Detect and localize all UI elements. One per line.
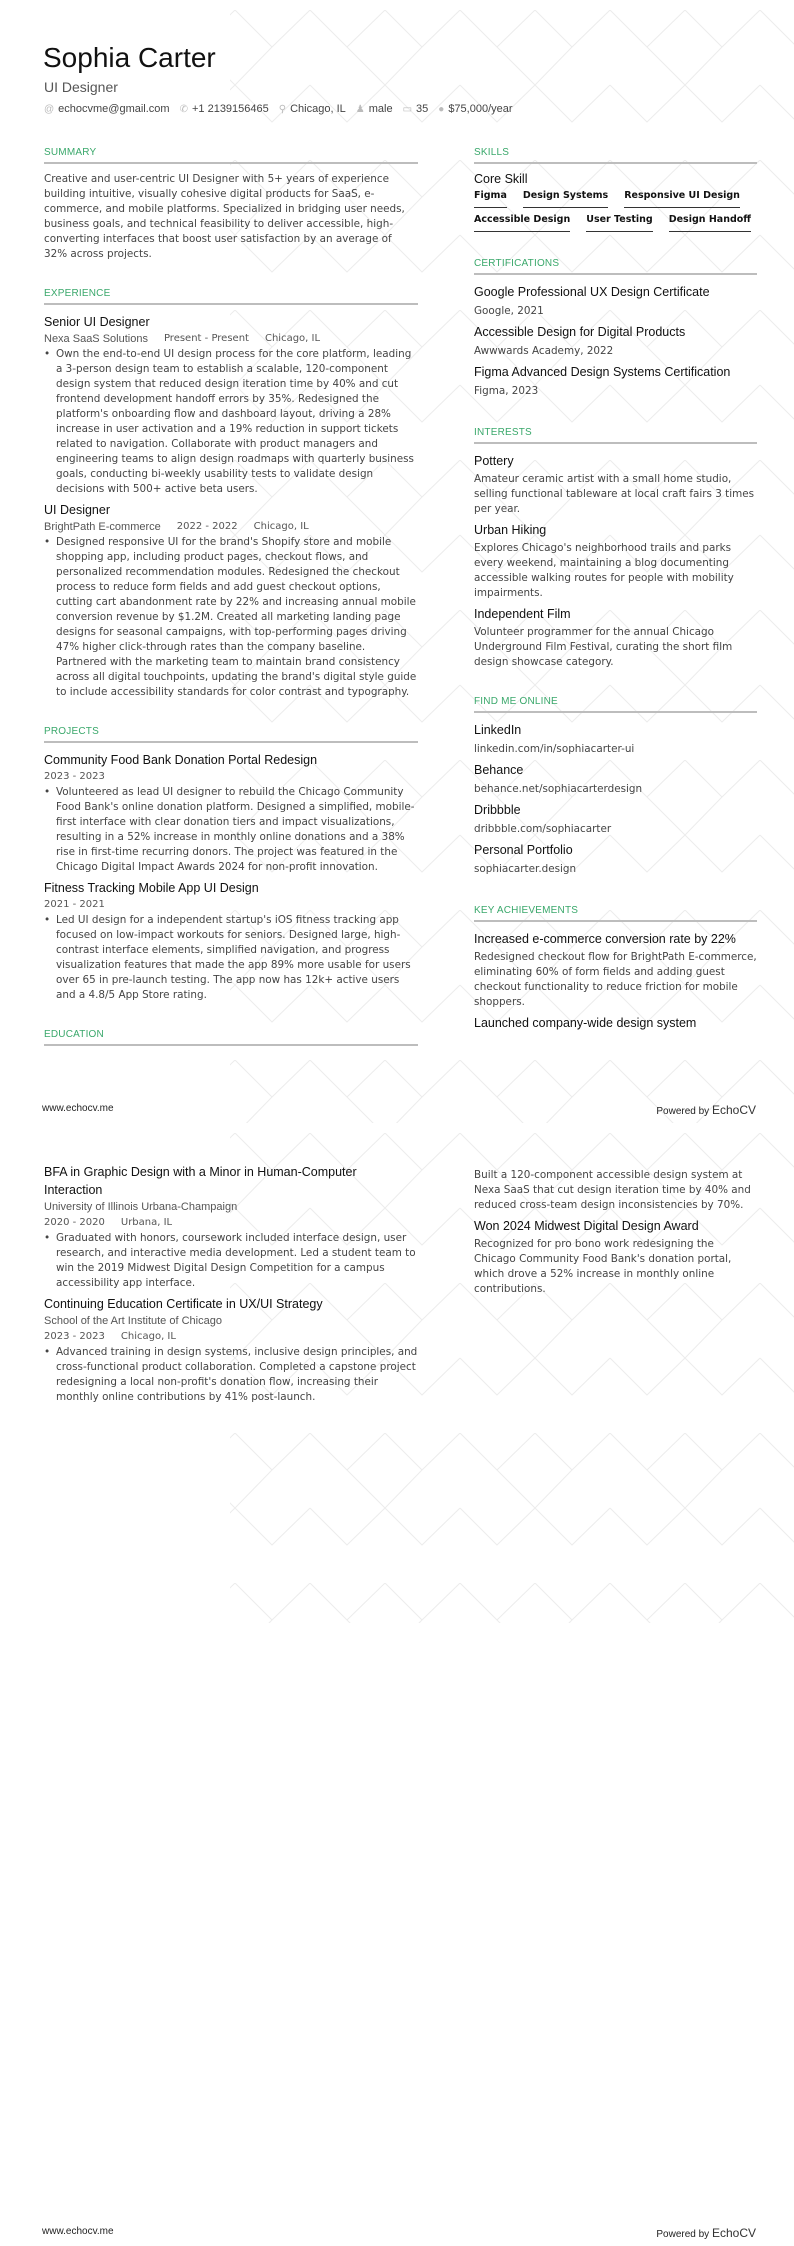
online-link[interactable]: linkedin.com/in/sophiacarter-ui [474, 743, 635, 755]
section-heading: EDUCATION [44, 1029, 418, 1046]
online-link[interactable]: dribbble.com/sophiacarter [474, 823, 612, 835]
right-column [474, 147, 757, 1058]
contact-bar [44, 103, 513, 115]
experience-item [44, 501, 418, 700]
right-column [474, 1168, 757, 1297]
achievement-title: Launched company-wide design system [474, 1016, 697, 1030]
section-heading: EXPERIENCE [44, 288, 418, 305]
skill-tag: Design Handoff [669, 214, 751, 232]
location: Chicago, IL [264, 333, 321, 344]
bullet: • Volunteered as lead UI designer to rebuild the Chicago Community Food Bank's online donation platform. Designed a simplified, mobile-first interface with clear donation tiers and impact visualizations, resulting in a 52% increase in monthly online donations and a 38% rise in first-time recurring donors. The project was featured in the Chicago Digital Impact Awards 2024 for non-profit innovation. [44, 785, 418, 875]
project-item [44, 751, 418, 875]
location: Chicago, IL [120, 1331, 176, 1342]
job-title: Senior UI Designer [44, 315, 150, 329]
interest-title: Urban Hiking [474, 523, 547, 537]
interests-section [474, 427, 757, 670]
online-title: Behance [474, 763, 524, 777]
experience-section [44, 288, 418, 700]
cert-title: Figma Advanced Design Systems Certification [474, 365, 731, 379]
dates: 2021 - 2021 [44, 899, 105, 910]
resume-page-2 [0, 1123, 794, 2246]
degree-title: Continuing Education Certificate in UX/UI Strategy [44, 1297, 323, 1311]
achievements-section [474, 905, 757, 1032]
interest-text: Explores Chicago's neighborhood trails and parks every weekend, maintaining a blog documenting accessible walking routes for people with mobility impairments. [474, 542, 734, 599]
achievement-title: Increased e-commerce conversion rate by 22% [474, 932, 736, 946]
skill-tag: Figma [474, 190, 507, 208]
dates: Present - Present [163, 333, 249, 344]
online-link[interactable]: behance.net/sophiacarterdesign [474, 783, 643, 795]
location-icon: ⚲ [278, 104, 287, 115]
project-title: Community Food Bank Donation Portal Redesign [44, 753, 318, 767]
cert-issuer: Awwwards Academy, 2022 [474, 345, 614, 357]
skill-tag: Responsive UI Design [624, 190, 740, 208]
section-heading: SKILLS [474, 147, 757, 164]
certifications-section [474, 258, 757, 401]
calendar-icon: ▭ [402, 104, 413, 115]
school: University of Illinois Urbana-Champaign [44, 1201, 238, 1213]
section-heading: SUMMARY [44, 147, 418, 164]
company: BrightPath E-commerce [44, 521, 161, 533]
cert-issuer: Google, 2021 [474, 305, 544, 317]
achievement-text: Redesigned checkout flow for BrightPath E-commerce, eliminating 60% of form fields and adding guest checkout functionality to reduce friction for mobile shoppers. [474, 951, 757, 1008]
summary-section [44, 147, 418, 262]
skill-tag: Accessible Design [474, 214, 570, 232]
contact-salary: ● $75,000/year [438, 103, 513, 115]
education-section [44, 1029, 418, 1046]
skill-group-title: Core Skill [474, 172, 528, 186]
section-heading: INTERESTS [474, 427, 757, 444]
achievement-text: Recognized for pro bono work redesigning the Chicago Community Food Bank's donation portal, which drove a 52% increase in monthly online contributions. [474, 1238, 732, 1295]
echocv-logo: EchoCV [711, 2226, 756, 2240]
section-heading: PROJECTS [44, 726, 418, 743]
online-section [474, 696, 757, 879]
footer-powered-by[interactable]: Powered by EchoCV [656, 2226, 756, 2240]
project-item [44, 879, 418, 1003]
bullet: • Led UI design for a independent startup's iOS fitness tracking app focused on low-impact workouts for seniors. Designed large, high-contrast interface elements, simplified navigation, and progress visualization features that made the app 89% more usable for users over 65 in pre-launch testing. The app now has 12k+ active users and a 4.8/5 App Store rating. [44, 913, 418, 1003]
education-item [44, 1163, 418, 1291]
contact-age: ▭ 35 [402, 103, 429, 115]
at-icon: @ [44, 104, 55, 115]
left-column [44, 1163, 418, 1409]
section-heading: FIND ME ONLINE [474, 696, 757, 713]
projects-section [44, 726, 418, 1003]
contact-email[interactable]: @ echocvme@gmail.com [44, 103, 170, 115]
school: School of the Art Institute of Chicago [44, 1315, 222, 1327]
cert-title: Google Professional UX Design Certificate [474, 285, 710, 299]
dates: 2023 - 2023 [44, 1331, 105, 1342]
education-item [44, 1295, 418, 1405]
achievement-title: Won 2024 Midwest Digital Design Award [474, 1219, 699, 1233]
skill-tag: User Testing [586, 214, 652, 232]
footer-powered-by[interactable]: Powered by EchoCV [656, 1103, 756, 1117]
company: Nexa SaaS Solutions [44, 333, 148, 345]
achievement-text: Built a 120-component accessible design system at Nexa SaaS that cut design iteration time by 40% and reduced cross-team design inconsistencies by 70%. [474, 1169, 751, 1211]
cert-title: Accessible Design for Digital Products [474, 325, 686, 339]
bullet: • Graduated with honors, coursework included interface design, user research, and interactive media development. Led a student team to win the 2019 Midwest Digital Design Competition for a campus accessibility app interface. [44, 1231, 418, 1291]
dates: 2020 - 2020 [44, 1217, 105, 1228]
location: Chicago, IL [253, 521, 309, 532]
bullet: • Advanced training in design systems, inclusive design principles, and cross-functional product collaboration. Completed a capstone project redesigning a local non-profit's donation flow, increasing their monthly online contributions by 41% post-launch. [44, 1345, 418, 1405]
contact-location: ⚲ Chicago, IL [278, 103, 346, 115]
cert-issuer: Figma, 2023 [474, 385, 539, 397]
phone-icon: ✆ [179, 104, 188, 115]
footer-site-link[interactable]: www.echocv.me [42, 1103, 114, 1114]
candidate-title: UI Designer [44, 79, 118, 95]
echocv-logo: EchoCV [711, 1103, 756, 1117]
interest-title: Pottery [474, 454, 514, 468]
dates: 2022 - 2022 [176, 521, 238, 532]
skill-tag: Design Systems [523, 190, 608, 208]
footer-site-link[interactable]: www.echocv.me [42, 2226, 114, 2237]
section-heading: CERTIFICATIONS [474, 258, 757, 275]
bullet: • Own the end-to-end UI design process for the core platform, leading a 3-person design team to establish a scalable, 120-component design system that reduced design iteration time by 40% and cut frontend development handoff errors by 35%. Redesigned the platform's onboarding flow and dashboard layout, driving a 28% increase in user activation and a 19% reduction in support tickets related to navigation. Collaborate with product managers and engineering teams to align design roadmaps with quarterly business goals, conducting bi-weekly usability tests to validate design decisions with 500+ active beta users. [44, 347, 418, 497]
experience-item [44, 313, 418, 497]
candidate-name: Sophia Carter [43, 42, 216, 73]
interest-text: Volunteer programmer for the annual Chicago Underground Film Festival, curating the short film design showcase category. [474, 626, 733, 668]
salary-icon: ● [438, 104, 445, 115]
project-title: Fitness Tracking Mobile App UI Design [44, 881, 259, 895]
interest-title: Independent Film [474, 607, 571, 621]
section-heading: KEY ACHIEVEMENTS [474, 905, 757, 922]
job-title: UI Designer [44, 503, 110, 517]
online-title: LinkedIn [474, 723, 522, 737]
interest-text: Amateur ceramic artist with a small home studio, selling functional tableware at local craft fairs 3 times per year. [474, 473, 755, 515]
online-title: Personal Portfolio [474, 843, 573, 857]
degree-title: BFA in Graphic Design with a Minor in Human-Computer Interaction [44, 1165, 357, 1197]
left-column [44, 147, 418, 1072]
online-title: Dribbble [474, 803, 521, 817]
person-icon: ♟ [355, 104, 365, 115]
summary-text: Creative and user-centric UI Designer with 5+ years of experience building intuitive, visually cohesive digital products for SaaS, e-commerce, and mobile platforms. Specialized in bridging user needs, business goals, and technical feasibility to deliver accessible, high-converting interfaces that boost user satisfaction by an average of 32% across projects. [44, 173, 405, 260]
bullet: • Designed responsive UI for the brand's Shopify store and mobile shopping app, including product pages, checkout flows, and personalized recommendation modules. Redesigned the checkout process to reduce form fields and add guest checkout options, cutting cart abandonment rate by 22% and increasing annual mobile conversion revenue by $1.2M. Created all marketing landing page designs for seasonal campaigns, with top-performing pages driving 47% higher click-through rates than the company baseline. Partnered with the marketing team to maintain brand consistency across all digital touchpoints, updating the brand's digital style guide to include accessibility standards for color contrast and typography. [44, 535, 418, 700]
contact-phone[interactable]: ✆ +1 2139156465 [179, 103, 269, 115]
contact-gender: ♟ male [355, 103, 393, 115]
location: Urbana, IL [120, 1217, 173, 1228]
dates: 2023 - 2023 [44, 771, 105, 782]
online-link[interactable]: sophiacarter.design [474, 863, 577, 875]
skills-section [474, 147, 757, 232]
